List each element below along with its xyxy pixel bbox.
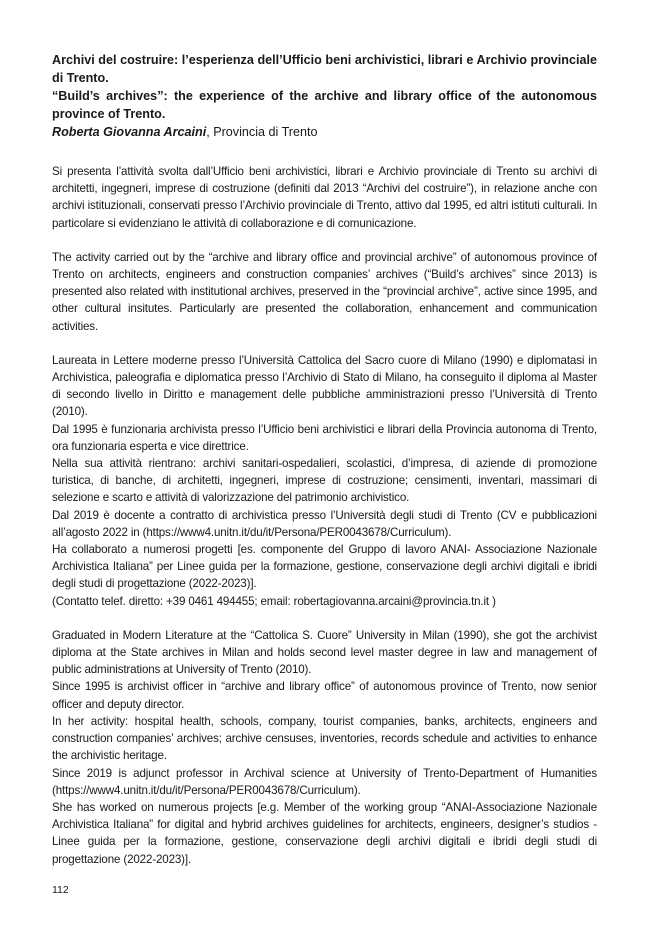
bio-italian-paragraph: Ha collaborato a numerosi progetti [es. componente del Gruppo di lavoro ANAI- Associazione Nazionale Archivistica Italiana” per Linee guida per la formazione, gestione, conservazione degli archivi digitali e ibridi degli studi di progettazione (2022-2023)]. [52, 543, 597, 591]
bio-italian-paragraph: Dal 1995 è funzionaria archivista presso l’Ufficio beni archivistici e librari della Provincia autonoma di Trento, ora funzionaria esperta e vice direttrice. [52, 422, 597, 453]
abstract-english: The activity carried out by the “archive and library office and provincial archive” of autonomous province of Trento on architects, engineers and construction companies’ archives (“Build’s archives” since 2013) is presented also related with institutional archives, preserved in the “provincial archive”, active since 1995, and other cultural insitutes. Particularly are presented the collaboration, enhancement and communication activities. [52, 250, 597, 333]
author-name: Roberta Giovanna Arcaini [52, 125, 207, 139]
author-affiliation: , Provincia di Trento [206, 125, 318, 139]
abstract-italian: Si presenta l’attività svolta dall’Ufficio beni archivistici, librari e Archivio provinciale di Trento su archivi di architetti, ingegneri, imprese di costruzione (definiti dal 2013 “Archivi del costruire”), in relazione anche con archivi istituzionali, conservati presso l’Archivio provinciale di Trento, attivo dal 1995, ed altri istituti culturali. In particolare si evidenziano le attività di collaborazione e di comunicazione. [52, 165, 597, 230]
bio-english-block [52, 627, 597, 868]
author-line [52, 123, 597, 141]
page-number: 112 [52, 884, 69, 896]
bio-english-paragraph: Graduated in Modern Literature at the “Cattolica S. Cuore” University in Milan (1990), she got the archivist diploma at the State archives in Milan and holds second level master degree in law and management of public administrations at University of Trento (2010). [52, 628, 597, 677]
bio-italian-block [52, 352, 597, 610]
title-english: “Build’s archives”: the experience of the archive and library office of the autonomous province of Trento. [52, 89, 597, 121]
title-italian: Archivi del costruire: l’esperienza dell’Ufficio beni archivistici, librari e Archivio provinciale di Trento. [52, 53, 597, 85]
document-page [52, 51, 597, 868]
contact-line: (Contatto telef. diretto: +39 0461 494455; email: robertagiovanna.arcaini@provincia.tn.it ) [52, 594, 496, 608]
abstract-italian-block [52, 163, 597, 232]
bio-english-paragraph: In her activity: hospital health, schools, company, tourist companies, banks, architects, engineers and construction companies’ archives; archive censuses, inventories, records schedule and activities to enhance the archivistic heritage. [52, 714, 597, 763]
bio-italian-paragraph: Laureata in Lettere moderne presso l’Università Cattolica del Sacro cuore di Milano (1990) e diplomatasi in Archivistica, paleografia e diplomatica presso l’Archivio di Stato di Milano, ha conseguito il diploma al Master di secondo livello in Diritto e management delle pubbliche amministrazioni presso l’Università di Trento (2010). [52, 353, 597, 419]
abstract-english-block [52, 249, 597, 335]
bio-italian-paragraph: Nella sua attività rientrano: archivi sanitari-ospedalieri, scolastici, d’impresa, di aziende di promozione turistica, di banche, di architetti, ingegneri, imprese di costruzione; censimenti, inventari, massimari di selezione e scarto e attività di valorizzazione del patrimonio archivistico. [52, 457, 597, 505]
bio-english-paragraph: Since 1995 is archivist officer in “archive and library office” of autonomous province of Trento, now senior officer and deputy director. [52, 680, 597, 711]
bio-english-paragraph: She has worked on numerous projects [e.g. Member of the working group “ANAI-Associazione Nazionale Archivistica Italiana” for digital and hybrid archives guidelines for architects, engineers, designer’s studios - Linee guida per la formazione, gestione, conservazione degli archivi digitali e ibridi degli studi di progettazione (2022-2023)]. [52, 800, 597, 866]
bio-italian-paragraph: Dal 2019 è docente a contratto di archivistica presso l’Università degli studi di Trento (CV e pubblicazioni all’agosto 2022 in (https://www4.unitn.it/du/it/Persona/PER0043678/Curriculum). [52, 508, 597, 539]
bio-english-paragraph: Since 2019 is adjunct professor in Archival science at University of Trento-Department of Humanities (https://www4.unitn.it/du/it/Persona/PER0043678/Curriculum). [52, 766, 597, 797]
